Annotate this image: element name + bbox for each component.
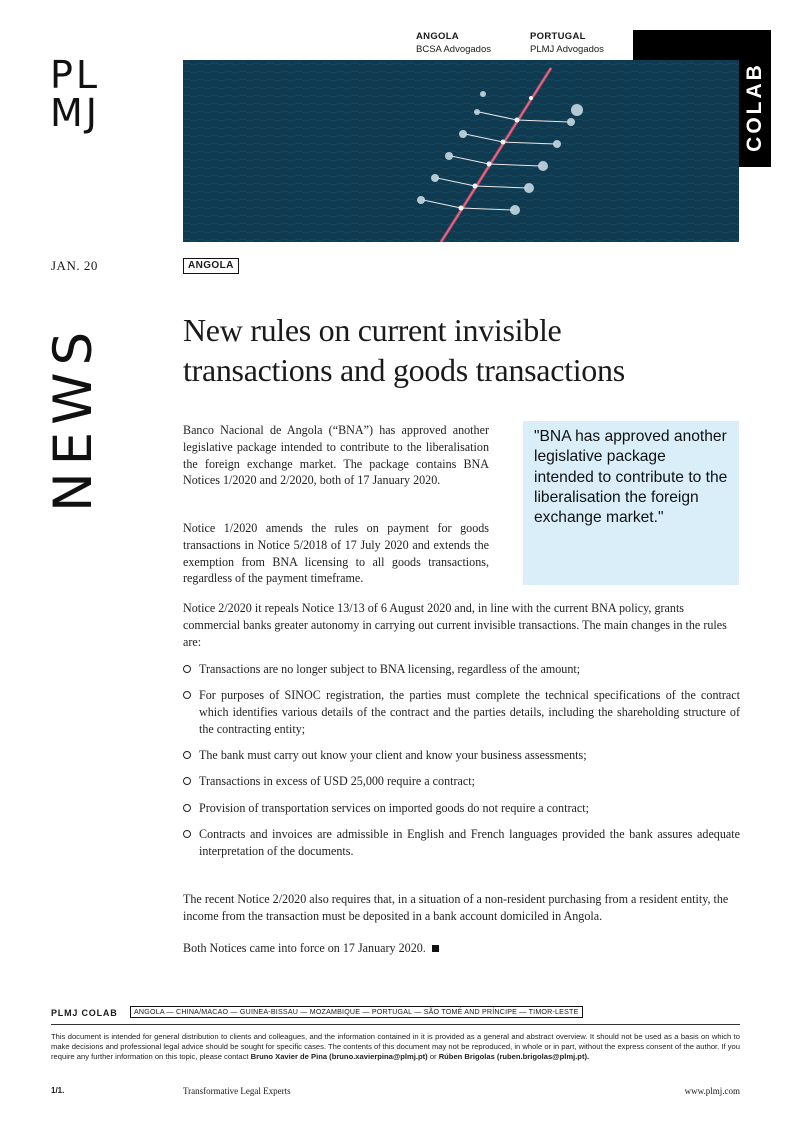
paragraph-nonresident: The recent Notice 2/2020 also requires that, in a situation of a non-resident purchasing from a resident entity, the income from the transaction must be deposited in a bank account domiciled in Angola. — [183, 892, 729, 923]
bullet-circle-icon — [183, 691, 191, 699]
office-portugal — [530, 30, 604, 56]
bullet-circle-icon — [183, 665, 191, 673]
paragraph-notice2: Notice 2/2020 it repeals Notice 13/13 of 6 August 2020 and, in line with the current BNA policy, grants commercial banks greater autonomy in carrying out current invisible transactions. The main changes in the rules are: — [183, 601, 727, 649]
bullet-circle-icon — [183, 804, 191, 812]
paragraph-notice1: Notice 1/2020 amends the rules on payment for goods transactions in Notice 5/2018 of 17 July 2020 and extends the exemption from BNA licensing to all goods transactions, regardless of the payment timeframe. — [183, 521, 489, 586]
list-item — [183, 747, 740, 764]
list-item — [183, 826, 740, 860]
office-country: PORTUGAL — [530, 31, 586, 42]
bullet-circle-icon — [183, 751, 191, 759]
colab-label: COLAB — [743, 62, 766, 152]
bullet-circle-icon — [183, 777, 191, 785]
list-item-text: The bank must carry out know your client and know your business assessments; — [199, 748, 587, 763]
footer-brand: PLMJ COLAB — [51, 1008, 118, 1018]
logo-line2: MJ — [50, 91, 100, 135]
list-item-text: Transactions in excess of USD 25,000 require a contract; — [199, 774, 475, 789]
end-mark-icon — [432, 945, 439, 952]
colab-tab — [633, 30, 770, 167]
footer-disclaimer — [51, 1032, 740, 1062]
logo-line1: PL — [50, 53, 101, 97]
contact-ruben: Rúben Brigolas (ruben.brigolas@plmj.pt). — [438, 1052, 590, 1061]
list-item — [183, 800, 740, 817]
list-item — [183, 661, 740, 678]
in-force-text: Both Notices came into force on 17 January 2020. — [183, 941, 426, 955]
bullet-circle-icon — [183, 830, 191, 838]
list-item-text: For purposes of SINOC registration, the parties must complete the technical specifications of the contract which identifies various details of the contract and the parties details, including the shareholding structure of the contracting entity; — [199, 688, 740, 736]
paragraph-intro: Banco Nacional de Angola (“BNA”) has approved another legislative package intended to contribute to the liberalisation the foreign exchange market. The package contains BNA Notices 1/2020 and 2/2020, both of 17 January 2020. — [183, 423, 489, 488]
plmj-logo — [50, 53, 140, 135]
page-number: 1/1. — [51, 1086, 65, 1095]
list-item-text: Contracts and invoices are admissible in English and French languages provided the bank assures adequate interpretation of the documents. — [199, 827, 740, 858]
office-firm: BCSA Advogados — [416, 44, 491, 55]
title-line2: transactions and goods transactions — [183, 352, 625, 388]
contact-join: or — [427, 1052, 439, 1061]
footer-website-link[interactable]: www.plmj.com — [684, 1086, 740, 1096]
list-item — [183, 773, 740, 790]
section-label-news: NEWS — [43, 324, 104, 512]
disclaimer-text: This document is intended for general distribution to clients and colleagues, and the information contained in it is provided as a general and abstract overview. It should not be used as a basis on which to make decisions and professional legal advice should be sought for specific cases. The contents of this document may not be reproduced, in whole or in part, without the express consent of the author. If you require any further information on this topic, please contact — [51, 1032, 740, 1061]
list-item — [183, 687, 740, 737]
contact-bruno: Bruno Xavier de Pina (bruno.xavierpina@plmj.pt) — [250, 1052, 428, 1061]
list-item-text: Provision of transportation services on imported goods do not require a contract; — [199, 800, 589, 815]
changes-list — [183, 661, 740, 869]
pull-quote: "BNA has approved another legislative package intended to contribute to the liberalisation the foreign exchange market." — [523, 421, 739, 585]
office-angola — [416, 30, 491, 56]
footer-divider — [51, 1024, 740, 1025]
paragraph-in-force — [183, 940, 740, 957]
office-country: ANGOLA — [416, 31, 459, 42]
footer-countries: ANGOLA — CHINA/MACAO — GUINEA-BISSAU — MOZAMBIQUE — PORTUGAL — SÃO TOMÉ AND PRÍNCIPE — TIMOR-LESTE — [130, 1006, 583, 1018]
country-tag: ANGOLA — [183, 258, 239, 274]
publication-date: JAN. 20 — [51, 258, 98, 273]
article-title — [183, 310, 753, 390]
title-line1: New rules on current invisible — [183, 312, 562, 348]
office-firm: PLMJ Advogados — [530, 44, 604, 55]
footer-tagline: Transformative Legal Experts — [183, 1086, 291, 1096]
list-item-text: Transactions are no longer subject to BNA licensing, regardless of the amount; — [199, 662, 581, 676]
